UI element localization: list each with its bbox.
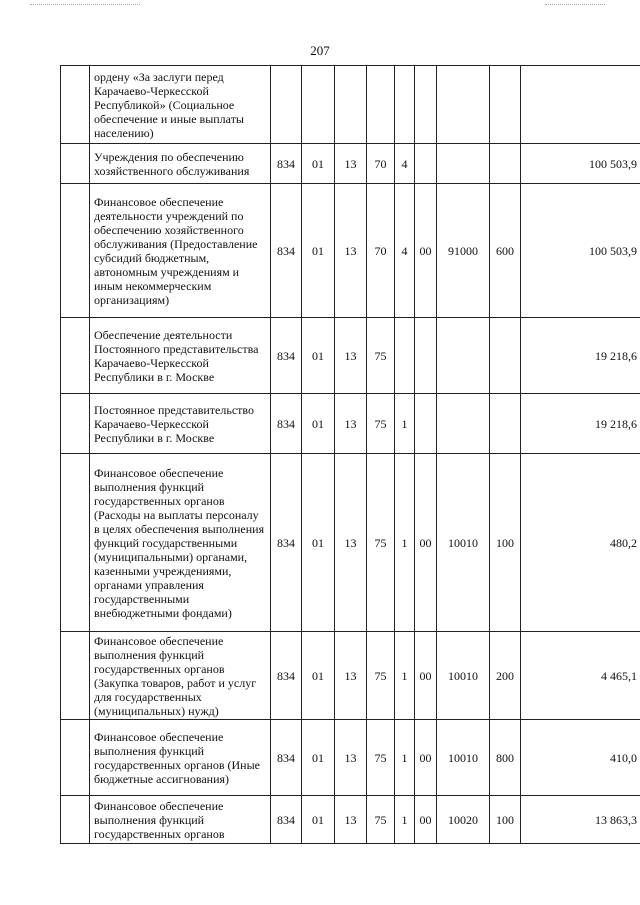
cell-ministry-code: 834 xyxy=(271,720,302,796)
cell-row-number xyxy=(61,796,90,844)
cell-subprogram: 1 xyxy=(395,632,415,720)
cell-subsection: 13 xyxy=(335,796,367,844)
cell-expense-type xyxy=(490,66,521,144)
table-row xyxy=(61,394,640,454)
scan-artifact-left xyxy=(30,4,140,6)
cell-section: 01 xyxy=(302,632,335,720)
cell-amount: 480,2 xyxy=(521,454,640,632)
cell-direction: 00 xyxy=(415,184,437,318)
cell-expense-type: 800 xyxy=(490,720,521,796)
cell-direction: 00 xyxy=(415,454,437,632)
table-row xyxy=(61,632,640,720)
cell-ministry-code: 834 xyxy=(271,454,302,632)
cell-amount: 4 465,1 xyxy=(521,632,640,720)
cell-amount: 100 503,9 xyxy=(521,144,640,184)
cell-expense-type xyxy=(490,144,521,184)
cell-expense-code xyxy=(437,66,490,144)
cell-section: 01 xyxy=(302,454,335,632)
cell-section: 01 xyxy=(302,796,335,844)
cell-subsection xyxy=(335,66,367,144)
cell-subsection: 13 xyxy=(335,394,367,454)
cell-amount xyxy=(521,66,640,144)
cell-amount: 13 863,3 xyxy=(521,796,640,844)
cell-ministry-code xyxy=(271,66,302,144)
cell-row-number xyxy=(61,632,90,720)
cell-direction: 00 xyxy=(415,632,437,720)
cell-ministry-code: 834 xyxy=(271,632,302,720)
cell-section: 01 xyxy=(302,318,335,394)
cell-ministry-code: 834 xyxy=(271,144,302,184)
cell-expense-code xyxy=(437,144,490,184)
cell-direction: 00 xyxy=(415,796,437,844)
cell-expense-type: 100 xyxy=(490,796,521,844)
cell-row-number xyxy=(61,66,90,144)
cell-ministry-code: 834 xyxy=(271,394,302,454)
table-row xyxy=(61,66,640,144)
cell-name: Финансовое обеспечение выполнения функций государственных органов (Иные бюджетные ассигнования) xyxy=(90,720,271,796)
cell-expense-type xyxy=(490,394,521,454)
cell-subprogram: 4 xyxy=(395,184,415,318)
cell-name: Финансовое обеспечение деятельности учреждений по обеспечению хозяйственного обслуживания (Предоставление субсидий бюджетным, автономным учреждениям и иным некоммерческим организациям) xyxy=(90,184,271,318)
cell-expense-code: 10020 xyxy=(437,796,490,844)
cell-subprogram: 1 xyxy=(395,796,415,844)
cell-direction: 00 xyxy=(415,720,437,796)
cell-name: Учреждения по обеспечению хозяйственного обслуживания xyxy=(90,144,271,184)
cell-subsection: 13 xyxy=(335,720,367,796)
cell-expense-code xyxy=(437,394,490,454)
cell-row-number xyxy=(61,144,90,184)
cell-ministry-code: 834 xyxy=(271,318,302,394)
cell-amount: 410,0 xyxy=(521,720,640,796)
cell-subsection: 13 xyxy=(335,184,367,318)
cell-direction xyxy=(415,66,437,144)
cell-row-number xyxy=(61,184,90,318)
cell-direction xyxy=(415,394,437,454)
table-row xyxy=(61,318,640,394)
cell-amount: 19 218,6 xyxy=(521,394,640,454)
table-row xyxy=(61,720,640,796)
cell-program: 75 xyxy=(367,632,395,720)
cell-name: Финансовое обеспечение выполнения функций государственных органов xyxy=(90,796,271,844)
cell-program: 75 xyxy=(367,318,395,394)
table-row xyxy=(61,796,640,844)
budget-table xyxy=(60,65,640,844)
cell-program: 75 xyxy=(367,454,395,632)
cell-program: 75 xyxy=(367,394,395,454)
cell-subsection: 13 xyxy=(335,454,367,632)
table-body xyxy=(61,66,640,844)
cell-ministry-code: 834 xyxy=(271,796,302,844)
cell-name: Обеспечение деятельности Постоянного представительства Карачаево-Черкесской Республики в г. Москве xyxy=(90,318,271,394)
cell-name: Постоянное представительство Карачаево-Черкесской Республики в г. Москве xyxy=(90,394,271,454)
cell-program: 70 xyxy=(367,184,395,318)
cell-program: 70 xyxy=(367,144,395,184)
cell-section: 01 xyxy=(302,720,335,796)
cell-program: 75 xyxy=(367,720,395,796)
cell-section: 01 xyxy=(302,184,335,318)
cell-expense-type: 600 xyxy=(490,184,521,318)
cell-expense-type: 100 xyxy=(490,454,521,632)
cell-section: 01 xyxy=(302,144,335,184)
cell-expense-code: 91000 xyxy=(437,184,490,318)
cell-subprogram: 1 xyxy=(395,720,415,796)
cell-expense-code: 10010 xyxy=(437,454,490,632)
cell-name: Финансовое обеспечение выполнения функций государственных органов (Расходы на выплаты персоналу в целях обеспечения выполнения функций государственными (муниципальными) органами, казенными учреждениями, органами управления государственными внебюджетными фондами) xyxy=(90,454,271,632)
cell-direction xyxy=(415,144,437,184)
cell-name: ордену «За заслуги перед Карачаево-Черкесской Республикой» (Социальное обеспечение и иные выплаты населению) xyxy=(90,66,271,144)
cell-amount: 19 218,6 xyxy=(521,318,640,394)
cell-subprogram xyxy=(395,318,415,394)
cell-subprogram: 4 xyxy=(395,144,415,184)
cell-expense-code xyxy=(437,318,490,394)
cell-subprogram: 1 xyxy=(395,394,415,454)
cell-row-number xyxy=(61,454,90,632)
scan-artifact-right xyxy=(545,4,605,6)
cell-expense-code: 10010 xyxy=(437,632,490,720)
cell-subsection: 13 xyxy=(335,318,367,394)
table-row xyxy=(61,184,640,318)
cell-row-number xyxy=(61,318,90,394)
cell-ministry-code: 834 xyxy=(271,184,302,318)
table-row xyxy=(61,454,640,632)
table-row xyxy=(61,144,640,184)
cell-subprogram: 1 xyxy=(395,454,415,632)
cell-row-number xyxy=(61,720,90,796)
page-number: 207 xyxy=(310,43,330,58)
cell-subprogram xyxy=(395,66,415,144)
cell-subsection: 13 xyxy=(335,144,367,184)
cell-section xyxy=(302,66,335,144)
cell-direction xyxy=(415,318,437,394)
cell-subsection: 13 xyxy=(335,632,367,720)
cell-section: 01 xyxy=(302,394,335,454)
cell-program xyxy=(367,66,395,144)
cell-program: 75 xyxy=(367,796,395,844)
cell-name: Финансовое обеспечение выполнения функций государственных органов (Закупка товаров, работ и услуг для государственных (муниципальных) нужд) xyxy=(90,632,271,720)
cell-amount: 100 503,9 xyxy=(521,184,640,318)
cell-row-number xyxy=(61,394,90,454)
cell-expense-code: 10010 xyxy=(437,720,490,796)
cell-expense-type: 200 xyxy=(490,632,521,720)
cell-expense-type xyxy=(490,318,521,394)
